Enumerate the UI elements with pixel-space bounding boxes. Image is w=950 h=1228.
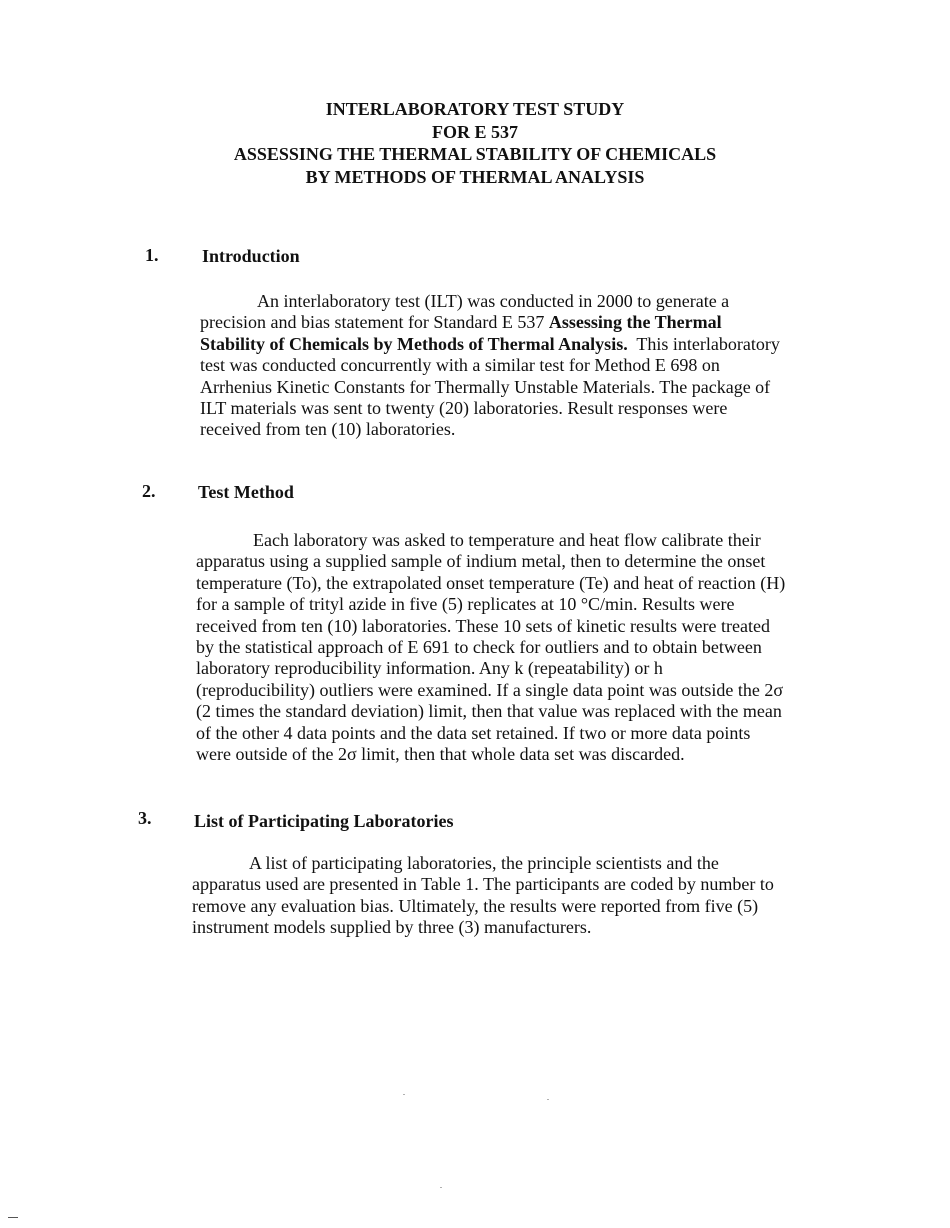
title-line-1: INTERLABORATORY TEST STUDY [325,99,625,119]
scan-speck [440,1187,442,1188]
section-3-paragraph [192,853,774,939]
paragraph-line: Each laboratory was asked to temperature and heat flow calibrate their [253,530,761,550]
standard-title-emphasis: Stability of Chemicals by Methods of Thermal Analysis. [200,333,628,354]
title-line-4: BY METHODS OF THERMAL ANALYSIS [305,166,645,187]
paragraph-line: apparatus used are presented in Table 1. The participants are coded by number to [192,874,774,895]
paragraph-line: of the other 4 data points and the data set retained. If two or more data points [196,722,751,743]
paragraph-line: precision and bias statement for Standard E 537 Assessing the Thermal [200,312,722,333]
paragraph-line: Arrhenius Kinetic Constants for Thermally Unstable Materials. The package of [200,376,771,397]
paragraph-line: instrument models supplied by three (3) manufacturers. [192,917,592,938]
paragraph-line: were outside of the 2σ limit, then that whole data set was discarded. [196,744,685,765]
standard-title-emphasis: Assessing the Thermal [548,312,722,333]
paragraph-line: remove any evaluation bias. Ultimately, the results were reported from five (5) [192,895,759,916]
title-line-2: FOR E 537 [431,121,518,142]
section-1-number: 1. [145,245,159,265]
section-3-number: 3. [138,808,152,828]
paragraph-line: apparatus using a supplied sample of indium metal, then to determine the onset [196,551,766,572]
section-3-heading: List of Participating Laboratories [194,811,454,831]
document-title [0,98,950,188]
paragraph-line: (reproducibility) outliers were examined. If a single data point was outside the 2σ [196,679,784,700]
paragraph-line: (2 times the standard deviation) limit, then that value was replaced with the mean [196,701,782,722]
paragraph-line: ILT materials was sent to twenty (20) laboratories. Result responses were [200,398,728,419]
section-2-heading: Test Method [198,482,294,502]
paragraph-line: by the statistical approach of E 691 to check for outliers and to obtain between [196,637,762,658]
scan-speck [547,1099,549,1100]
paragraph-line: An interlaboratory test (ILT) was conducted in 2000 to generate a [257,291,730,311]
paragraph-line: test was conducted concurrently with a similar test for Method E 698 on [200,355,720,376]
paragraph-line: Stability of Chemicals by Methods of Thermal Analysis. This interlaboratory [200,333,780,354]
paragraph-line: laboratory reproducibility information. Any k (repeatability) or h [196,658,663,679]
scan-speck [403,1094,405,1095]
section-2-number: 2. [142,481,156,501]
paragraph-line: for a sample of trityl azide in five (5) replicates at 10 °C/min. Results were [196,594,735,615]
paragraph-line: temperature (To), the extrapolated onset temperature (Te) and heat of reaction (H) [196,572,786,593]
section-1-heading: Introduction [202,246,300,266]
section-1-paragraph [200,291,780,441]
paragraph-line: received from ten (10) laboratories. These 10 sets of kinetic results were treated [196,615,770,636]
title-line-3: ASSESSING THE THERMAL STABILITY OF CHEMICALS [233,144,717,164]
section-2-paragraph [196,530,785,765]
paragraph-line: received from ten (10) laboratories. [200,419,456,440]
paragraph-line: A list of participating laboratories, the principle scientists and the [249,853,719,873]
scan-speck [8,1217,18,1218]
